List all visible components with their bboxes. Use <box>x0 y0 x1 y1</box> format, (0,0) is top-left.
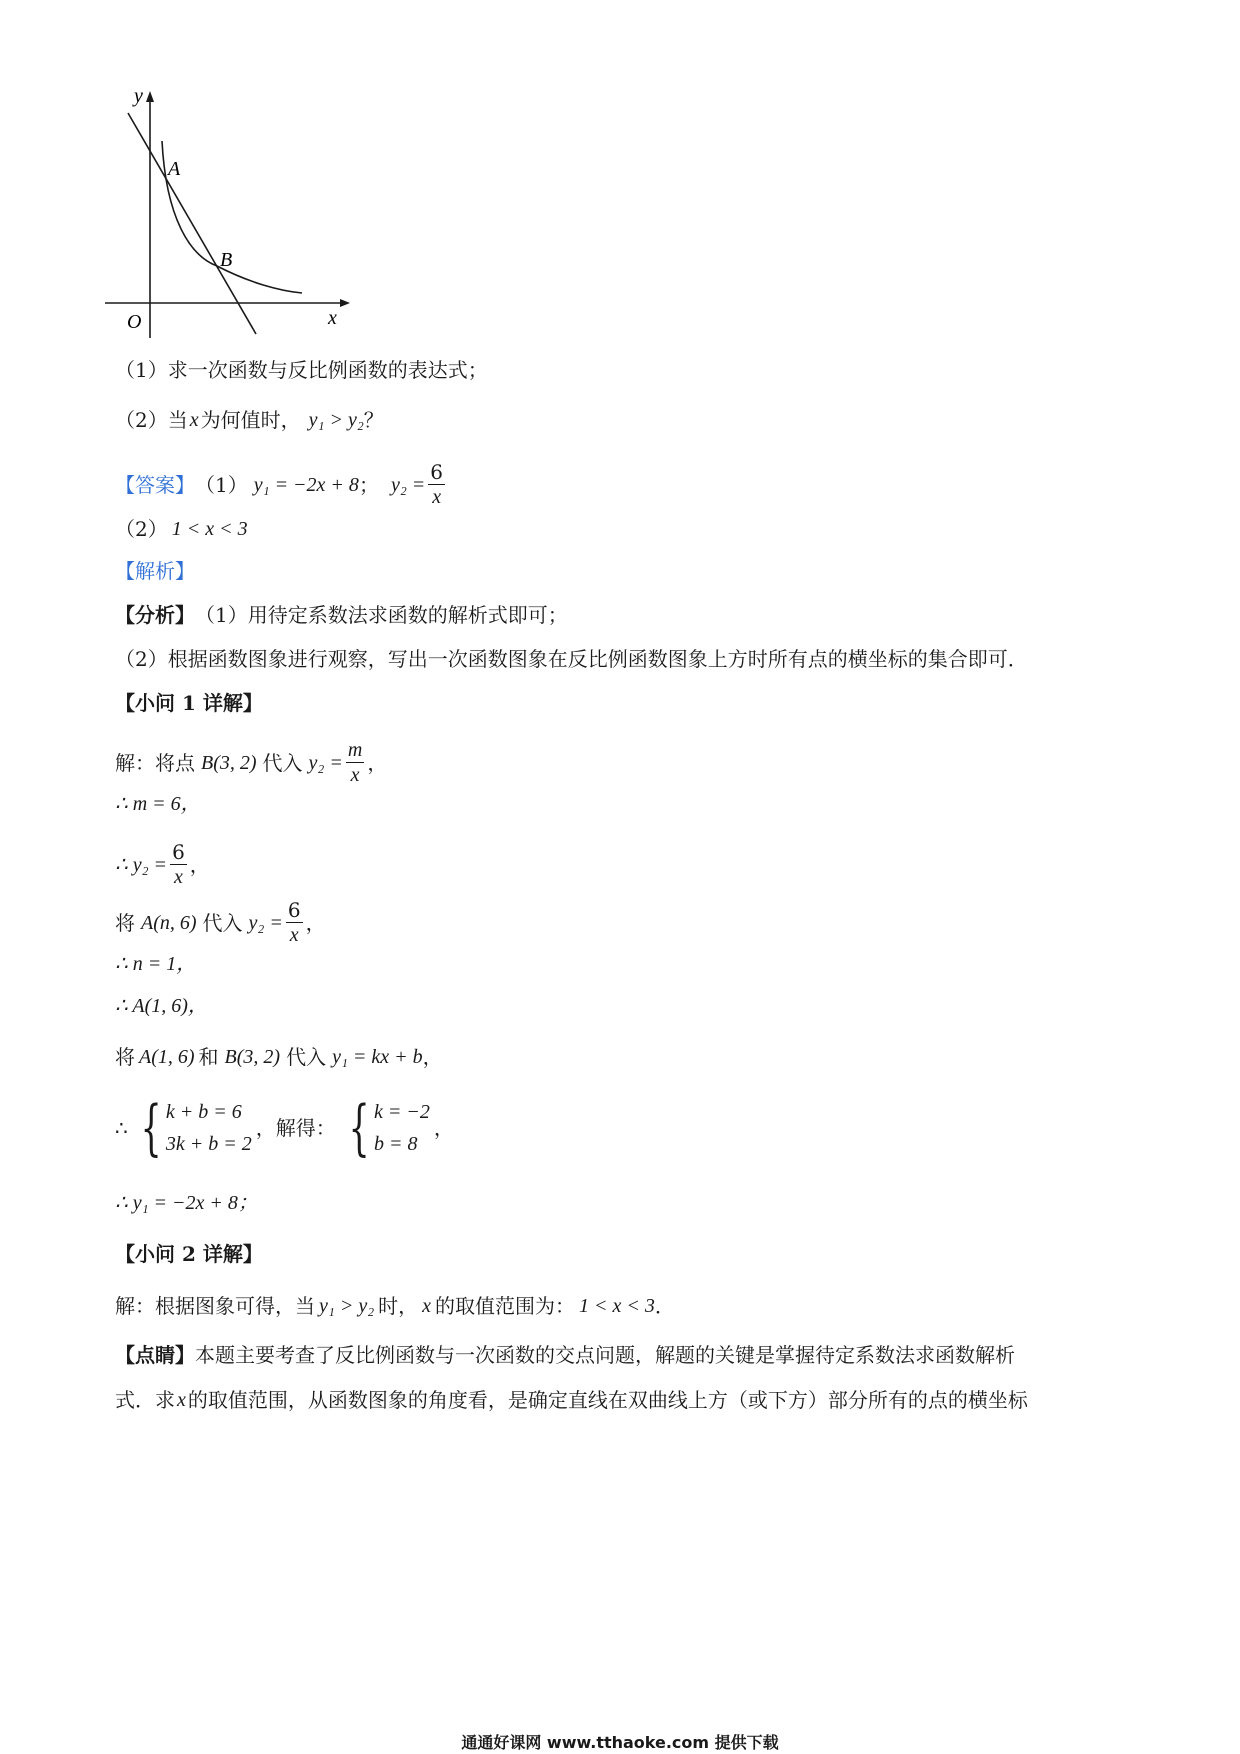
d1-l1-fraction <box>346 738 364 787</box>
d1-l7-mid: 代入 <box>286 1045 327 1069</box>
d1-l2: ∴ m = 6， <box>115 793 201 815</box>
answer-tag: 【答案】 <box>115 472 195 497</box>
sys1-row2: 3k + b = 2 <box>165 1133 252 1155</box>
d1-l1-lhs: y₂ = <box>308 751 343 774</box>
question-2-suffix: ？ <box>363 408 384 432</box>
detail-2-line-1 <box>115 1292 675 1320</box>
x-axis-label: x <box>328 307 337 329</box>
d1-l4-prefix: 将 <box>115 910 135 935</box>
d1-l5: ∴ n = 1， <box>115 953 197 975</box>
sys2-row2: b = 8 <box>373 1133 418 1155</box>
dianjing-text-1: 本题主要考查了反比例函数与一次函数的交点问题，解题的关键是掌握待定系数法求函数解析 <box>195 1343 1015 1367</box>
line-y1 <box>128 113 256 334</box>
dianjing-line-1 <box>115 1341 1015 1369</box>
d2-l1-var: x <box>422 1295 432 1317</box>
question-2 <box>115 406 384 434</box>
fenxi-text-1: （1）用待定系数法求函数的解析式即可； <box>195 603 568 627</box>
d2-l1-end: ． <box>654 1294 675 1318</box>
answer-part1-expr: y₁ = −2x + 8 <box>253 473 359 496</box>
analysis-tag: 【解析】 <box>115 559 195 583</box>
detail-1-line-4 <box>115 898 326 947</box>
detail-1-line-1 <box>115 738 387 787</box>
question-2-var: x <box>189 409 199 431</box>
answer-line-1 <box>115 460 448 509</box>
page-footer: 通通好课网 www.tthaoke.com 提供下载 <box>461 1733 779 1752</box>
answer-part1-lhs: y₂ = <box>390 473 426 496</box>
d1-l1-point: B(3, 2) <box>201 751 257 774</box>
dianjing-line2-rest: 的取值范围，从函数图象的角度看，是确定直线在双曲线上方（或下方）部分所有的点的横坐标 <box>187 1388 1028 1412</box>
d1-l1-den: x <box>350 764 360 786</box>
d1-sys-end: ， <box>433 1116 454 1140</box>
dianjing-line-2 <box>115 1386 1028 1414</box>
d1-l4-lhs: y₂ = <box>248 911 283 934</box>
d1-l1-prefix: 解：将点 <box>115 750 195 775</box>
detail-1-line-6 <box>115 992 208 1020</box>
sys1-row1: k + b = 6 <box>165 1101 242 1123</box>
d2-l1-mid2: 的取值范围为： <box>435 1294 576 1318</box>
d1-l3-lhs: ∴ y₂ = <box>115 853 168 876</box>
d1-l1-mid: 代入 <box>262 750 303 775</box>
d1-l1-num: m <box>347 739 363 761</box>
d2-l1-mid: 时， <box>378 1294 419 1318</box>
question-2-prefix: （2）当 <box>115 408 188 432</box>
dianjing-line2-prefix: 式．求 <box>115 1388 175 1412</box>
x-axis-arrow <box>340 299 350 307</box>
d1-l3-end: ， <box>189 852 210 877</box>
d1-l7-a: A(1, 6) <box>139 1046 195 1068</box>
question-1 <box>115 356 488 384</box>
fenxi-line-1 <box>115 601 568 629</box>
d1-l7-and: 和 <box>198 1045 219 1069</box>
d1-l7-prefix: 将 <box>115 1045 135 1069</box>
d1-l4-num: 6 <box>287 898 301 922</box>
answer-part1-sep: ； <box>358 472 379 497</box>
d1-l4-point: A(n, 6) <box>141 911 197 934</box>
d1-l4-end: ， <box>305 910 326 935</box>
detail-1-line-7 <box>115 1043 443 1071</box>
answer-part1-label: （1） <box>195 472 248 497</box>
d1-l3-den: x <box>173 866 183 888</box>
d2-l1-range: 1 < x < 3 <box>579 1295 655 1317</box>
answer-fraction-den: x <box>432 486 442 508</box>
answer-part2-label: （2） <box>115 517 168 541</box>
d1-l4-fraction <box>286 898 303 947</box>
d1-l9: ∴ y₁ = −2x + 8； <box>115 1192 258 1214</box>
dianjing-tag: 【点睛】 <box>115 1343 195 1367</box>
question-2-expr: y₁ > y₂ <box>308 409 364 431</box>
detail-1-line-5 <box>115 950 196 978</box>
d1-l4-den: x <box>289 924 299 946</box>
analysis-tag-line <box>115 557 195 585</box>
detail-1-heading <box>115 689 263 717</box>
function-graph <box>100 88 360 378</box>
equation-system-2: { k = −2 b = 8 <box>348 1093 430 1163</box>
detail-1-line-2 <box>115 790 201 818</box>
detail-1-heading-text: 【小问 1 详解】 <box>115 691 263 715</box>
d1-l3-fraction <box>170 840 187 889</box>
d1-l6: ∴ A(1, 6)， <box>115 995 208 1017</box>
point-b-label: B <box>220 249 233 271</box>
detail-1-line-9 <box>115 1189 258 1217</box>
fenxi-tag: 【分析】 <box>115 603 195 627</box>
detail-1-line-3 <box>115 840 210 889</box>
question-1-text: （1）求一次函数与反比例函数的表达式； <box>115 358 488 382</box>
point-a-label: A <box>168 158 181 180</box>
answer-fraction <box>428 460 445 509</box>
d1-l7-end: ， <box>422 1045 443 1069</box>
d1-sys-therefore: ∴ <box>115 1116 128 1140</box>
answer-line-2 <box>115 515 248 543</box>
d2-l1-cond: y₁ > y₂ <box>319 1295 375 1317</box>
d2-l1-prefix: 解：根据图象可得，当 <box>115 1294 315 1318</box>
d1-l7-b: B(3, 2) <box>224 1046 281 1068</box>
answer-fraction-num: 6 <box>430 460 443 484</box>
equation-system-1: { k + b = 6 3k + b = 2 <box>140 1093 252 1163</box>
d1-l3-num: 6 <box>172 840 185 864</box>
answer-part2-expr: 1 < x < 3 <box>171 518 248 540</box>
sys2-row1: k = −2 <box>373 1101 430 1123</box>
fenxi-line-2 <box>115 645 1028 673</box>
dianjing-line2-var: x <box>177 1389 186 1411</box>
detail-2-heading-text: 【小问 2 详解】 <box>115 1242 263 1266</box>
question-2-mid: 为何值时， <box>200 408 301 432</box>
fenxi-text-2: （2）根据函数图象进行观察，写出一次函数图象在反比例函数图象上方时所有点的横坐标的集合即可． <box>115 647 1028 671</box>
d1-l4-mid: 代入 <box>202 910 243 935</box>
y-axis-label: y <box>134 88 143 107</box>
detail-2-heading <box>115 1240 263 1268</box>
detail-1-system-line <box>115 1093 454 1163</box>
y-axis-arrow <box>146 91 154 102</box>
origin-label: O <box>127 311 142 333</box>
d1-l1-end: ， <box>367 750 388 775</box>
d1-sys-mid: ，解得： <box>255 1116 336 1140</box>
d1-l7-expr: y₁ = kx + b <box>332 1046 423 1068</box>
